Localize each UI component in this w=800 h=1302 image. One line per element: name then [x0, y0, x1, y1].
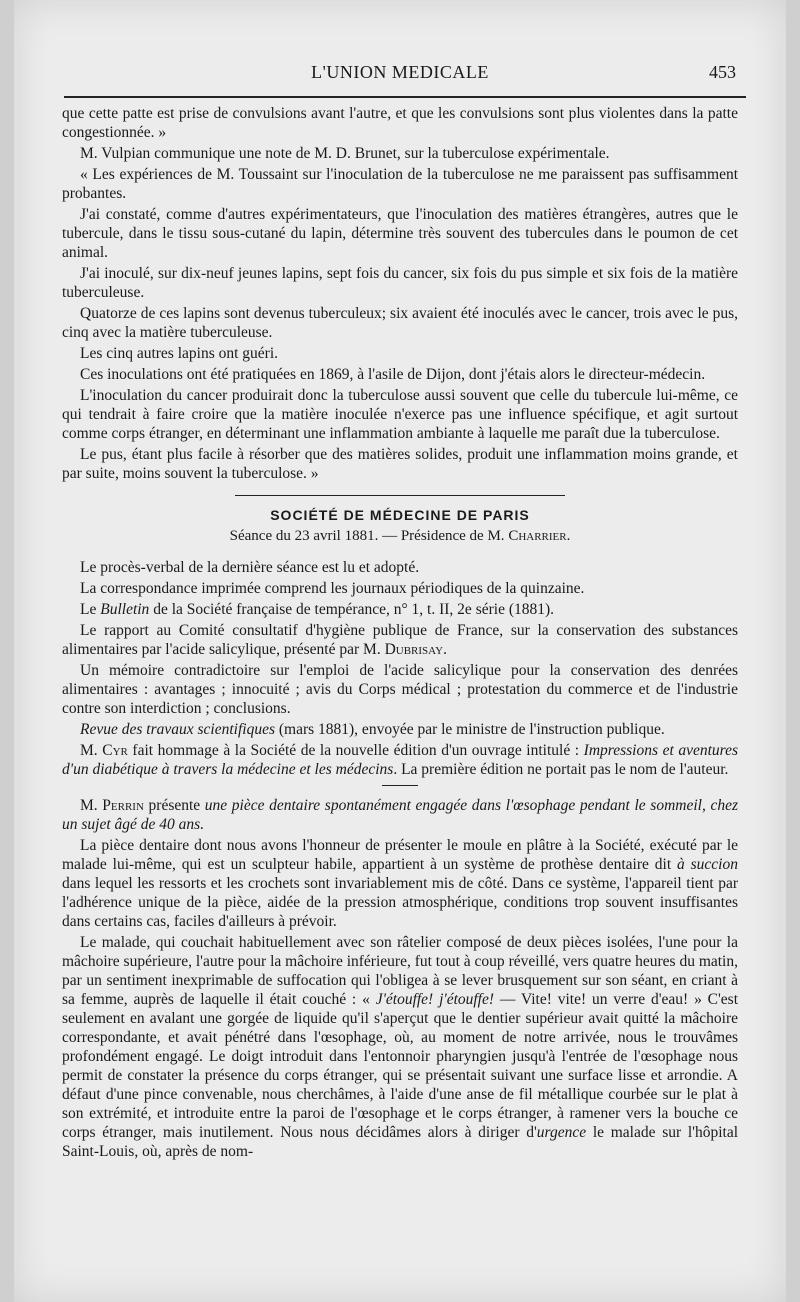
session-end: . [566, 528, 571, 544]
paragraph-revue [62, 720, 738, 739]
paragraph: M. Vulpian communique une note de M. D. Brunet, sur la tuberculose expérimentale. [80, 145, 610, 162]
paragraph-perrin [62, 796, 738, 834]
page-number: 453 [709, 62, 736, 82]
text: le malade sur l'hôpital Saint-Louis, où, après de nom- [62, 1124, 739, 1160]
president-name: Charrier [508, 528, 567, 544]
text: dans lequel les ressorts et les crochets sont invariablement mis de côté. Dans ce système, l'appareil tient par l'adhérence unique de la pièce, aidée de la pression atmosphérique, conditions trop souvent insuffisantes dans certains cas, faciles d'ailleurs à prévoir. [62, 875, 738, 930]
paragraph-cyr [62, 741, 738, 779]
running-title: L'UNION MEDICALE [311, 62, 489, 82]
paragraph: Ces inoculations ont été pratiquées en 1869, à l'asile de Dijon, dont j'étais alors le directeur-médecin. [80, 366, 706, 383]
text: Le [80, 601, 101, 618]
page-header [14, 62, 786, 90]
paragraph: « Les expériences de M. Toussaint sur l'inoculation de la tuberculose ne me paraissent pas suffisamment probantes. [62, 166, 738, 202]
paragraph: Le procès-verbal de la dernière séance est lu et adopté. [80, 559, 420, 576]
paragraph: J'ai constaté, comme d'autres expérimentateurs, que l'inoculation des matières étrangères, autres que le tubercule, dans le tissu sous-cutané du lapin, détermine très souvent des tubercules dans le poumon de cet animal. [62, 206, 738, 261]
paragraph-piece [62, 836, 738, 931]
text: (mars 1881), envoyée par le ministre de l'instruction publique. [274, 721, 665, 738]
text: Le rapport au Comité consultatif d'hygiène publique de France, sur la conservation des substances alimentaires par l'acide salicylique, présenté par M. [62, 622, 738, 658]
journal-page [14, 0, 786, 1302]
session-line [62, 527, 738, 546]
section-divider [235, 495, 565, 496]
author-name: Cyr [102, 742, 128, 759]
italic-title: Bulletin [100, 601, 150, 618]
text: fait hommage à la Société de la nouvelle édition d'un ouvrage intitulé : [127, 742, 584, 759]
italic-title: Revue des travaux scientifiques [80, 721, 275, 738]
text: Le malade, qui couchait habituellement avec son râtelier composé de deux pièces isolées, l'une pour la mâchoire supérieure, l'autre pour la mâchoire inférieure, fut tout à coup réveillé, vers quatre heures du matin, par un sentiment inexprimable de suffocation qui l'obligea à se lever brusquement sur son séant, en criant à sa femme, auprès de laquelle il était couché : « [62, 934, 738, 1008]
paragraph: La correspondance imprimée comprend les journaux périodiques de la quinzaine. [80, 580, 585, 597]
article-body [62, 104, 738, 1163]
text: M. [80, 797, 103, 814]
author-name: Dubrisay [384, 641, 444, 658]
text: . La première édition ne portait pas le nom de l'auteur. [393, 761, 729, 778]
paragraph-malade [62, 933, 738, 1161]
italic-quote: J'étouffe! j'étouffe! [375, 991, 495, 1008]
section-title: SOCIÉTÉ DE MÉDECINE DE PARIS [270, 507, 530, 523]
paragraph: Quatorze de ces lapins sont devenus tuberculeux; six avaient été inoculés avec le cancer, trois avec le pus, cinq avec la matière tuberculeuse. [62, 305, 738, 341]
paragraph-rapport [62, 621, 738, 659]
text: présente [143, 797, 205, 814]
text: M. [80, 742, 103, 759]
session-text: Séance du 23 avril 1881. — Présidence de M. [229, 528, 509, 544]
paragraph: Le pus, étant plus facile à résorber que des matières solides, produit une inflammation moins grande, et par suite, moins souvent la tuberculose. » [62, 446, 738, 482]
text: La pièce dentaire dont nous avons l'honneur de présenter le moule en plâtre à la Société, exécuté par le malade lui-même, qui est un sculpteur habile, appartient à un système de prothèse dentaire dit [62, 837, 738, 873]
italic-title: Impressions et aventures d'un diabétique à travers la médecine et les médecins [62, 742, 738, 778]
italic-term: à succion [677, 856, 738, 873]
paragraph: J'ai inoculé, sur dix-neuf jeunes lapins, sept fois du cancer, six fois du pus simple et six fois de la matière tuberculeuse. [62, 265, 738, 301]
author-name: Perrin [102, 797, 144, 814]
short-divider [382, 785, 418, 786]
italic-title: une pièce dentaire spontanément engagée dans l'œsophage pendant le sommeil, chez un sujet âgé de 40 ans. [62, 797, 738, 833]
paragraph: Les cinq autres lapins ont guéri. [80, 345, 279, 362]
header-rule [64, 96, 746, 98]
paragraph-memoire: Un mémoire contradictoire sur l'emploi de l'acide salicylique pour la conservation des denrées alimentaires : avantages ; innocuité ; avis du Corps médical ; protestation du commerce et de l'industrie contre son interdiction ; conclusions. [62, 662, 738, 717]
paragraph: que cette patte est prise de convulsions avant l'autre, et que les convulsions sont plus violentes dans la patte congestionnée. » [62, 105, 738, 141]
text: . [443, 641, 447, 658]
text: de la Société française de tempérance, n° 1, t. II, 2e série (1881). [149, 601, 555, 618]
paragraph: L'inoculation du cancer produirait donc la tuberculose aussi souvent que celle du tubercule lui-même, ce qui tendrait à faire croire que la matière inoculée n'exerce pas une influence spécifique, et agit surtout comme corps étranger, en déterminant une inflammation ambiante à laquelle me paraît due la tuberculose. [62, 387, 738, 442]
text: — Vite! vite! un verre d'eau! » C'est seulement en avalant une gorgée de liquide qu'il s'aperçut que le dentier supérieur avait quitté la mâchoire correspondante, et avait pénétré dans l'œsophage, où, au moment de notre arrivée, nous le trouvâmes profondément engagé. Le doigt introduit dans l'entonnoir pharyngien jusqu'à l'entrée de l'œsophage nous permit de constater la présence du corps étranger, qui se présentait suivant une surface lisse et arrondie. A défaut d'une pince convenable, nous cherchâmes, à l'aide d'une anse de fil métallique courbée sur le plat à son extrémité, et introduite entre la paroi de l'œsophage et le corps étranger, à ramener vers la bouche ce corps étranger, mais inutilement. Nous nous décidâmes alors à diriger d' [62, 991, 739, 1141]
italic-term: urgence [536, 1124, 587, 1141]
paragraph-bulletin [62, 600, 738, 619]
